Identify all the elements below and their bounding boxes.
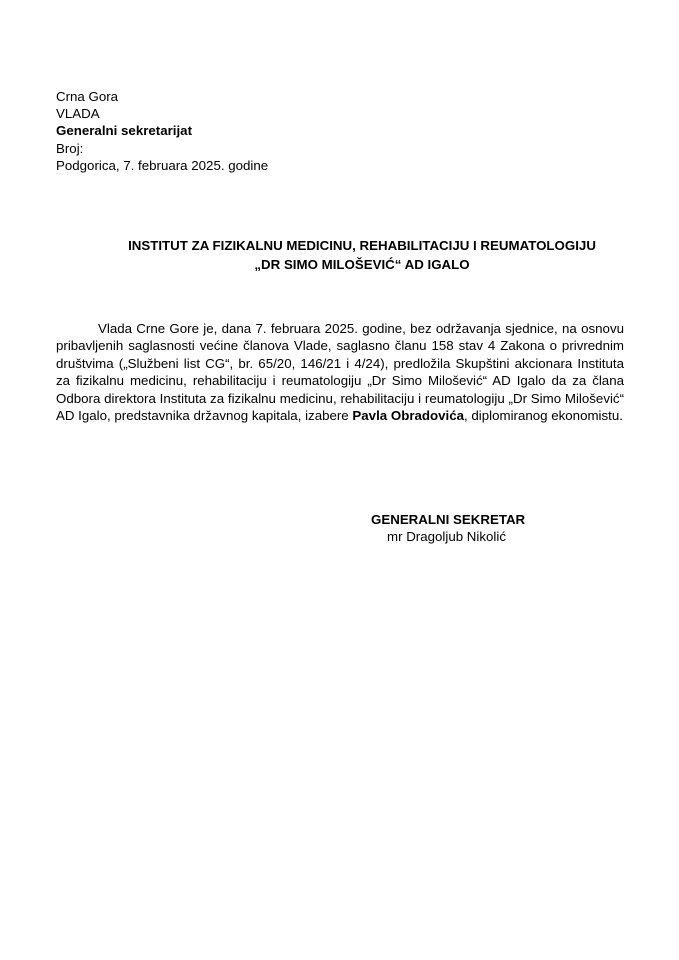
body-person-name: Pavla Obradovića — [352, 408, 465, 424]
body-main-text: Vlada Crne Gore je, dana 7. februara 2025. godine, bez održavanja sjednice, na osnovu pribavljenih saglasnosti većine članova Vlade, saglasno članu 158 stav 4 Zakona o privrednim društvima („Službeni list CG“, br. 65/20, 146/21 i 4/24), predložila Skupštini akcionara Instituta za fizikalnu medicinu, rehabilitaciju i reumatologiju „Dr Simo Milošević“ AD Igalo da za člana Odbora direktora Instituta za fizikalnu medicinu, rehabilitaciju i reumatologiju „Dr Simo Milošević“ AD Igalo, predstavnika državnog kapitala, izabere — [56, 321, 624, 424]
header-place-date: Podgorica, 7. februara 2025. godine — [56, 157, 269, 173]
document-header — [56, 88, 268, 174]
signature-block — [371, 512, 525, 545]
title-line-2: „DR SIMO MILOŠEVIĆ“ AD IGALO — [254, 257, 470, 272]
header-country: Crna Gora — [56, 89, 119, 104]
document-title — [60, 236, 664, 274]
document-body — [56, 320, 624, 424]
signature-title: GENERALNI SEKRETAR — [371, 512, 526, 527]
header-department: Generalni sekretarijat — [56, 123, 192, 139]
body-end-text: , diplomiranog ekonomistu. — [464, 408, 623, 424]
header-number-label: Broj: — [56, 140, 84, 156]
title-line-1: INSTITUT ZA FIZIKALNU MEDICINU, REHABILITACIJU I REUMATOLOGIJU — [128, 238, 596, 253]
header-government: VLADA — [56, 106, 100, 122]
signature-name: mr Dragoljub Nikolić — [387, 528, 506, 544]
